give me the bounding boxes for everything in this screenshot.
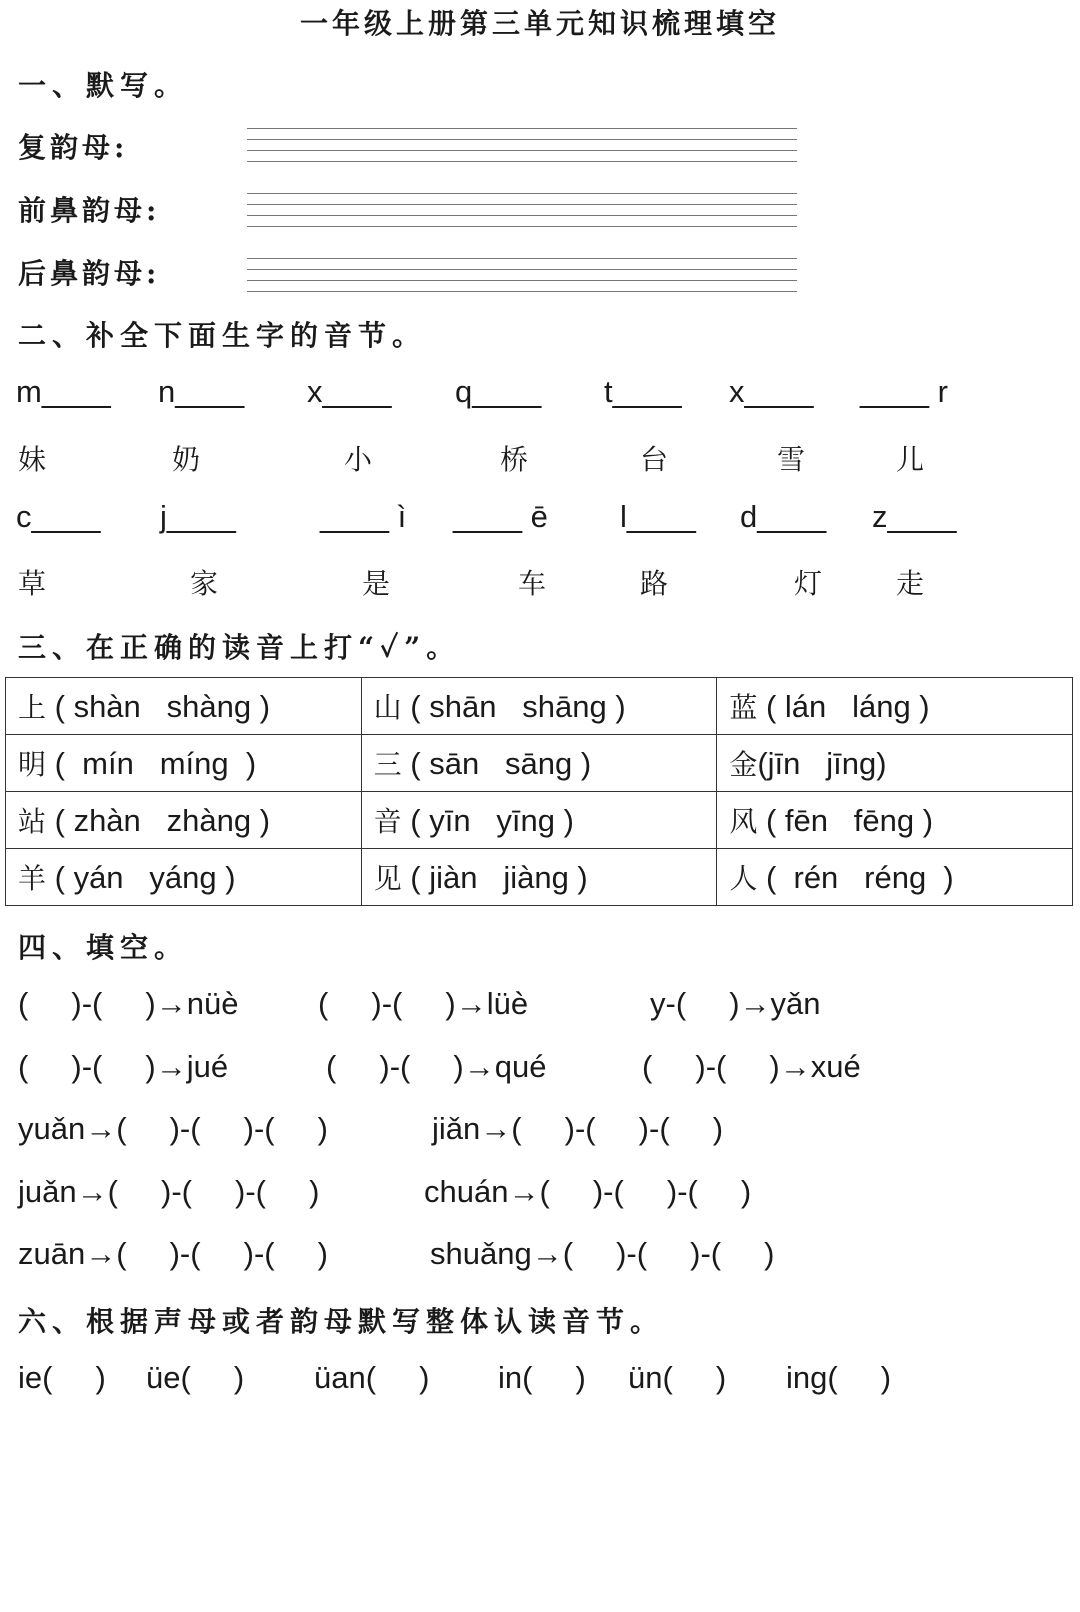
- syllable-blank[interactable]: c____: [16, 499, 101, 534]
- table-row: [6, 678, 1073, 735]
- fill-blank-item[interactable]: shuǎng→( )-( )-( ): [430, 1236, 775, 1271]
- syllable-blank[interactable]: x____: [729, 374, 814, 409]
- fill-blank-item[interactable]: ( )-( )→xué: [642, 1049, 861, 1084]
- table-cell[interactable]: [717, 735, 1073, 792]
- syllable-blank[interactable]: l____: [620, 499, 696, 534]
- fill-blank-item[interactable]: chuán→( )-( )-( ): [424, 1174, 752, 1209]
- table-cell[interactable]: [361, 678, 717, 735]
- character: 灯: [794, 567, 823, 600]
- syllable-blank[interactable]: q____: [455, 374, 542, 409]
- cell-options[interactable]: ( shān shāng ): [401, 689, 626, 724]
- character: 走: [896, 567, 925, 600]
- table-cell[interactable]: [6, 735, 362, 792]
- fill-row: [18, 1360, 892, 1612]
- label-back-nasal-finals: 后鼻韵母:: [18, 257, 161, 290]
- label-front-nasal-finals: 前鼻韵母:: [18, 194, 161, 227]
- table-cell[interactable]: [6, 792, 362, 849]
- character: 奶: [172, 443, 201, 476]
- cell-options[interactable]: ( zhàn zhàng ): [46, 803, 271, 838]
- label-compound-finals: 复韵母:: [18, 131, 129, 164]
- table-row: [6, 849, 1073, 906]
- fill-blank-item[interactable]: ( )-( )→nüè: [18, 986, 239, 1021]
- syllable-blank[interactable]: ____ ē: [453, 499, 548, 534]
- cell-character: 金: [729, 748, 758, 781]
- section-6-heading: 六、根据声母或者韵母默写整体认读音节。: [18, 1305, 665, 1338]
- fill-blank-item[interactable]: ( )-( )→lüè: [318, 986, 529, 1021]
- syllable-blank[interactable]: ____ ì: [320, 499, 407, 534]
- character: 雪: [777, 443, 806, 476]
- table-cell[interactable]: [717, 792, 1073, 849]
- cell-character: 羊: [18, 862, 47, 895]
- character: 是: [362, 567, 391, 600]
- section-4-heading: 四、填空。: [18, 931, 189, 964]
- syllable-blank[interactable]: t____: [604, 374, 682, 409]
- fill-blank-item[interactable]: zuān→( )-( )-( ): [18, 1236, 328, 1271]
- cell-options[interactable]: ( fēn fēng ): [757, 803, 934, 838]
- table-cell[interactable]: [717, 678, 1073, 735]
- cell-options[interactable]: ( yīn yīng ): [401, 803, 574, 838]
- fill-blank-item[interactable]: y-( )→yǎn: [650, 986, 821, 1021]
- whole-syllable-blank[interactable]: in( ): [498, 1360, 586, 1395]
- syllable-blank[interactable]: j____: [160, 499, 236, 534]
- character: 妹: [18, 443, 47, 476]
- writing-lines-back-nasal-finals[interactable]: [247, 254, 797, 294]
- cell-character: 见: [373, 862, 402, 895]
- character: 家: [190, 567, 219, 600]
- fill-blank-item[interactable]: juǎn→( )-( )-( ): [18, 1174, 320, 1209]
- whole-syllable-blank[interactable]: ing( ): [786, 1360, 892, 1395]
- cell-options[interactable]: ( shàn shàng ): [46, 689, 271, 724]
- fill-blank-item[interactable]: yuǎn→( )-( )-( ): [18, 1111, 328, 1146]
- section-3-heading: 三、在正确的读音上打“✓”。: [18, 631, 461, 664]
- table-cell[interactable]: [361, 849, 717, 906]
- cell-character: 风: [729, 805, 758, 838]
- table-cell[interactable]: [361, 792, 717, 849]
- fill-blank-item[interactable]: ( )-( )→qué: [326, 1049, 547, 1084]
- page-title: 一年级上册第三单元知识梳理填空: [299, 7, 780, 40]
- table-cell[interactable]: [361, 735, 717, 792]
- table-cell[interactable]: [6, 678, 362, 735]
- cell-character: 三: [373, 748, 402, 781]
- cell-character: 站: [18, 805, 47, 838]
- table-row: [6, 735, 1073, 792]
- whole-syllable-blank[interactable]: üe( ): [146, 1360, 245, 1395]
- whole-syllable-blank[interactable]: ün( ): [628, 1360, 727, 1395]
- section-2-heading: 二、补全下面生字的音节。: [18, 319, 427, 352]
- cell-character: 明: [18, 748, 47, 781]
- syllable-blank[interactable]: m____: [16, 374, 111, 409]
- cell-options[interactable]: ( rén réng ): [757, 860, 954, 895]
- syllable-blank[interactable]: n____: [158, 374, 245, 409]
- whole-syllable-blank[interactable]: üan( ): [314, 1360, 430, 1395]
- syllable-blank[interactable]: d____: [740, 499, 827, 534]
- cell-character: 人: [729, 862, 758, 895]
- character: 车: [518, 567, 547, 600]
- cell-options[interactable]: ( mín míng ): [46, 746, 257, 781]
- syllable-blank[interactable]: z____: [872, 499, 957, 534]
- cell-character: 蓝: [729, 691, 758, 724]
- syllable-blank[interactable]: x____: [307, 374, 392, 409]
- whole-syllable-blank[interactable]: ie( ): [18, 1360, 106, 1395]
- pronunciation-choice-table: [5, 677, 1073, 906]
- writing-lines-front-nasal-finals[interactable]: [247, 189, 797, 229]
- cell-options[interactable]: ( jiàn jiàng ): [401, 860, 588, 895]
- cell-character: 音: [373, 805, 402, 838]
- character: 小: [344, 443, 373, 476]
- fill-blank-item[interactable]: jiǎn→( )-( )-( ): [432, 1111, 724, 1146]
- table-cell[interactable]: [6, 849, 362, 906]
- character: 路: [640, 567, 669, 600]
- table-cell[interactable]: [717, 849, 1073, 906]
- character: 桥: [500, 443, 529, 476]
- cell-options[interactable]: ( sān sāng ): [401, 746, 592, 781]
- cell-options[interactable]: (jīn jīng): [757, 746, 887, 781]
- writing-lines-compound-finals[interactable]: [247, 126, 797, 166]
- character: 草: [18, 567, 47, 600]
- cell-options[interactable]: ( lán láng ): [757, 689, 930, 724]
- syllable-blank[interactable]: ____ r: [860, 374, 948, 409]
- character: 台: [640, 443, 669, 476]
- cell-options[interactable]: ( yán yáng ): [46, 860, 236, 895]
- fill-blank-item[interactable]: ( )-( )→jué: [18, 1049, 229, 1084]
- cell-character: 山: [373, 691, 402, 724]
- section-1-heading: 一、默写。: [18, 69, 189, 102]
- cell-character: 上: [18, 691, 47, 724]
- table-row: [6, 792, 1073, 849]
- character: 儿: [896, 443, 925, 476]
